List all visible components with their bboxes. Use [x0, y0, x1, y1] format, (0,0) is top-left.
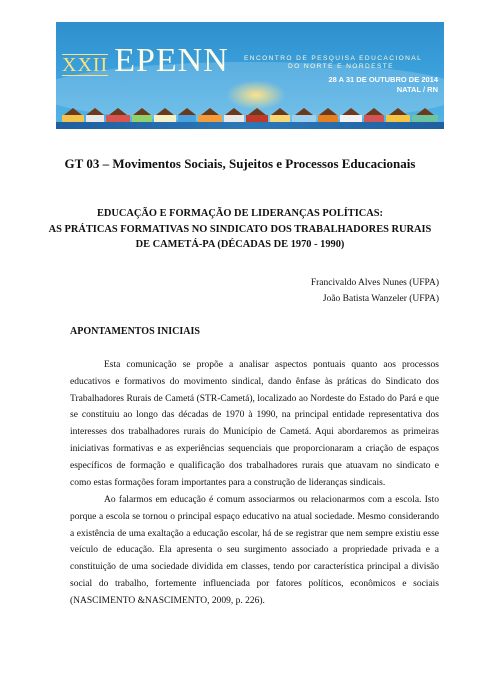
event-banner [56, 22, 444, 129]
banner-water [56, 122, 444, 129]
event-tagline-line1: ENCONTRO DE PESQUISA EDUCACIONAL [244, 55, 423, 62]
paper-title-line: EDUCAÇÃO E FORMAÇÃO DE LIDERANÇAS POLÍTICAS: [96, 208, 384, 219]
event-edition: XXII [62, 54, 109, 76]
event-tagline [244, 55, 440, 71]
event-tagline-line2: DO NORTE E NORDESTE [288, 63, 394, 70]
event-logo [62, 42, 229, 80]
event-location: NATAL / RN [396, 85, 438, 94]
banner-houses-illustration [56, 93, 444, 129]
event-name: EPENN [114, 42, 229, 79]
author: Francivaldo Alves Nunes (UFPA) [310, 278, 439, 288]
event-dates: 28 A 31 DE OUTUBRO DE 2014 [328, 75, 438, 84]
paper-title-line: DE CAMETÁ-PA (DÉCADAS DE 1970 - 1990) [135, 239, 345, 250]
author: João Batista Wanzeler (UFPA) [322, 293, 439, 304]
event-dates-block [329, 75, 438, 95]
body-paragraph: Esta comunicação se propõe a analisar aspectos pontuais quanto aos processos educativos e formativos do movimento sindical, dando ênfase às práticas do Sindicato dos Trabalhadores Rurais de Cametá (STR-Cametá), localizado ao Nordeste do Estado do Pará e que se constituiu ao longo das décadas de 1970 à 1990, na principal entidade representativa dos interesses dos trabalhadores rurais do Município de Cametá. Aqui abordaremos as primeiras iniciativas formativas e as experiências sequenciais que proporcionaram a criação de espaços específicos de formação e qualificação dos trabalhadores rurais que atuavam no sindicato e como estas formações foram importantes para a construção de lideranças sindicais. [70, 360, 439, 488]
author-list [311, 276, 439, 307]
paper-title-line: AS PRÁTICAS FORMATIVAS NO SINDICATO DOS TRABALHADORES RURAIS [48, 223, 432, 235]
paper-title [0, 206, 480, 253]
body-paragraph: Ao falarmos em educação é comum associarmos ou relacionarmos com a escola. Isto porque a escola se tornou o principal espaço educativo na atual sociedade. Mesmo considerando a existência de uma exaltação a educação escolar, há de se registrar que nem sempre existiu esse veículo de educação. Ela apresenta o seu surgimento associado a propriedade privada e a constituição de uma sociedade dividida em classes, tendo por característica principal a divisão social do trabalho, fortemente influenciada por fatores políticos, econômicos e sociais (NASCIMENTO &NASCIMENTO, 2009, p. 226). [70, 495, 439, 606]
working-group-heading: GT 03 – Movimentos Sociais, Sujeitos e Processos Educacionais [64, 156, 416, 171]
section-heading: APONTAMENTOS INICIAIS [70, 326, 200, 337]
